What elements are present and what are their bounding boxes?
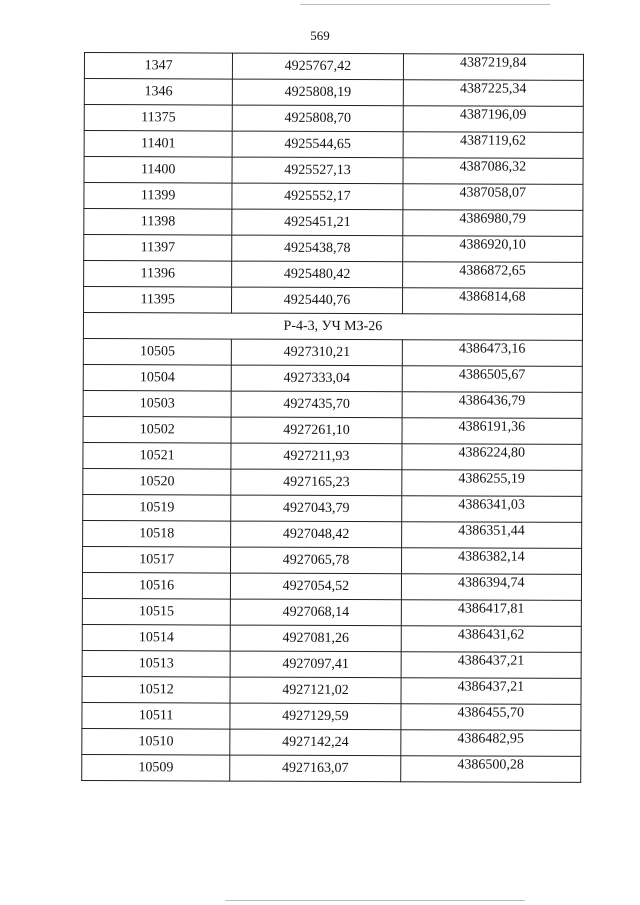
table-row — [84, 105, 583, 133]
y-coordinate-cell — [402, 418, 582, 445]
point-number-cell: 10516 — [82, 572, 230, 599]
y-coordinate-value: 4387058,07 — [459, 184, 527, 201]
y-coordinate-value: 4387119,62 — [459, 132, 527, 149]
y-coordinate-cell — [401, 548, 581, 575]
y-coordinate-cell — [402, 444, 582, 471]
y-coordinate-cell — [403, 158, 583, 185]
point-number-cell: 11400 — [84, 157, 232, 184]
x-coordinate-cell: 4925438,78 — [232, 235, 402, 262]
table-row — [83, 338, 582, 366]
y-coordinate-value: 4386455,70 — [457, 704, 525, 721]
point-number-cell: 10514 — [82, 624, 230, 651]
y-coordinate-cell — [401, 574, 581, 601]
coordinates-table — [81, 52, 584, 783]
y-coordinate-cell — [402, 288, 582, 315]
y-coordinate-cell — [403, 132, 583, 159]
point-number-cell: 10504 — [83, 364, 231, 391]
x-coordinate-cell: 4927065,78 — [231, 547, 401, 574]
y-coordinate-value: 4386437,21 — [457, 678, 525, 695]
point-number-cell: 10505 — [83, 338, 231, 365]
y-coordinate-cell — [402, 262, 582, 289]
table-row — [84, 209, 583, 237]
y-coordinate-value: 4386255,19 — [458, 470, 525, 487]
bottom-scan-line — [225, 900, 525, 901]
point-number-cell: 10503 — [83, 390, 231, 417]
y-coordinate-cell — [401, 600, 581, 627]
y-coordinate-value: 4387086,32 — [459, 158, 527, 175]
x-coordinate-cell: 4927043,79 — [231, 495, 401, 522]
x-coordinate-cell: 4927261,10 — [231, 417, 401, 444]
point-number-cell: 11396 — [84, 261, 232, 288]
table-row — [84, 79, 583, 107]
table-row — [84, 235, 583, 263]
table-row — [82, 754, 581, 782]
table-row — [82, 728, 581, 756]
x-coordinate-cell: 4927048,42 — [231, 521, 401, 548]
y-coordinate-value: 4386500,28 — [457, 756, 524, 773]
y-coordinate-value: 4386394,74 — [458, 574, 525, 591]
table-row — [83, 364, 582, 392]
point-number-cell: 10513 — [82, 650, 230, 677]
y-coordinate-cell — [403, 80, 583, 107]
y-coordinate-value: 4386431,62 — [457, 626, 525, 643]
x-coordinate-cell: 4927054,52 — [231, 573, 401, 600]
table-row — [82, 598, 581, 626]
y-coordinate-value: 4386382,14 — [458, 548, 525, 565]
table-row — [83, 468, 582, 496]
y-coordinate-value: 4387225,34 — [459, 80, 527, 97]
y-coordinate-cell — [402, 210, 582, 237]
table-row — [83, 520, 582, 548]
point-number-cell: 10515 — [82, 598, 230, 625]
table-row — [84, 157, 583, 185]
y-coordinate-value: 4386224,80 — [458, 444, 526, 461]
point-number-cell: 10517 — [83, 546, 231, 573]
y-coordinate-cell — [401, 626, 581, 653]
y-coordinate-value: 4386436,79 — [458, 392, 526, 409]
point-number-cell: 10520 — [83, 468, 231, 495]
y-coordinate-value: 4386980,79 — [459, 210, 526, 227]
y-coordinate-cell — [401, 678, 581, 705]
point-number-cell: 11401 — [84, 131, 232, 158]
table-row — [83, 416, 582, 444]
point-number-cell: 11398 — [84, 209, 232, 236]
x-coordinate-cell: 4925552,17 — [232, 183, 402, 210]
y-coordinate-value: 4386814,68 — [459, 288, 526, 305]
y-coordinate-cell — [400, 730, 580, 757]
y-coordinate-cell — [403, 54, 583, 81]
x-coordinate-cell: 4927211,93 — [231, 443, 401, 470]
y-coordinate-cell — [401, 522, 581, 549]
point-number-cell: 10502 — [83, 416, 231, 443]
point-number-cell: 11397 — [84, 235, 232, 262]
y-coordinate-cell — [402, 392, 582, 419]
y-coordinate-value: 4386872,65 — [459, 262, 526, 279]
y-coordinate-value: 4387219,84 — [460, 54, 527, 71]
page-number: 569 — [310, 28, 330, 43]
point-number-cell: 10518 — [83, 520, 231, 547]
y-coordinate-cell — [402, 340, 582, 367]
y-coordinate-cell — [401, 704, 581, 731]
x-coordinate-cell: 4925767,42 — [233, 53, 403, 80]
y-coordinate-value: 4386351,44 — [458, 522, 525, 539]
point-number-cell: 10512 — [82, 676, 230, 703]
y-coordinate-cell — [400, 756, 580, 783]
x-coordinate-cell: 4925451,21 — [232, 209, 402, 236]
point-number-cell: 11375 — [84, 105, 232, 132]
y-coordinate-cell — [402, 366, 582, 393]
y-coordinate-cell — [403, 106, 583, 133]
table-row — [82, 572, 581, 600]
x-coordinate-cell: 4927310,21 — [232, 339, 402, 366]
table-row — [82, 650, 581, 678]
x-coordinate-cell: 4927121,02 — [230, 677, 400, 704]
y-coordinate-value: 4386191,36 — [458, 418, 526, 435]
x-coordinate-cell: 4927097,41 — [230, 651, 400, 678]
table-row — [83, 494, 582, 522]
x-coordinate-cell: 4925440,76 — [232, 287, 402, 314]
y-coordinate-cell — [401, 496, 581, 523]
x-coordinate-cell: 4927068,14 — [231, 599, 401, 626]
top-scan-line — [300, 4, 550, 5]
point-number-cell: 10519 — [83, 494, 231, 521]
y-coordinate-cell — [401, 470, 581, 497]
table-row — [84, 53, 583, 81]
point-number-cell: 10521 — [83, 442, 231, 469]
x-coordinate-cell: 4927165,23 — [231, 469, 401, 496]
point-number-cell: 1347 — [84, 53, 232, 80]
point-number-cell: 10511 — [82, 702, 230, 729]
table-row — [84, 131, 583, 159]
y-coordinate-cell — [401, 652, 581, 679]
y-coordinate-value: 4386482,95 — [457, 730, 524, 747]
y-coordinate-value: 4386417,81 — [457, 600, 525, 617]
table-row — [83, 390, 582, 418]
y-coordinate-value: 4386437,21 — [457, 652, 525, 669]
y-coordinate-cell — [402, 236, 582, 263]
table-row — [82, 624, 581, 652]
x-coordinate-cell: 4925808,19 — [233, 79, 403, 106]
y-coordinate-value: 4386341,03 — [458, 496, 525, 513]
point-number-cell: 10509 — [82, 754, 230, 781]
y-coordinate-value: 4387196,09 — [459, 106, 527, 123]
table-row — [82, 702, 581, 730]
point-number-cell: 1346 — [84, 79, 232, 106]
table-row — [84, 183, 583, 211]
x-coordinate-cell: 4927081,26 — [231, 625, 401, 652]
x-coordinate-cell: 4925544,65 — [232, 131, 402, 158]
y-coordinate-value: 4386920,10 — [459, 236, 526, 253]
y-coordinate-value: 4386473,16 — [458, 340, 526, 357]
point-number-cell: 11399 — [84, 183, 232, 210]
x-coordinate-cell: 4925480,42 — [232, 261, 402, 288]
table-row — [83, 546, 582, 574]
x-coordinate-cell: 4927142,24 — [230, 729, 400, 756]
section-header-row — [83, 313, 582, 341]
y-coordinate-cell — [403, 184, 583, 211]
x-coordinate-cell: 4925808,70 — [233, 105, 403, 132]
x-coordinate-cell: 4927333,04 — [232, 365, 402, 392]
table-row — [82, 676, 581, 704]
coordinates-table-body — [82, 53, 584, 783]
x-coordinate-cell: 4925527,13 — [232, 157, 402, 184]
table-row — [84, 261, 583, 289]
point-number-cell: 10510 — [82, 728, 230, 755]
section-title: Р-4-3, УЧ МЗ-26 — [83, 313, 582, 341]
table-row — [83, 287, 582, 315]
y-coordinate-value: 4386505,67 — [458, 366, 526, 383]
x-coordinate-cell: 4927163,07 — [230, 755, 400, 782]
x-coordinate-cell: 4927129,59 — [230, 703, 400, 730]
table-row — [83, 442, 582, 470]
point-number-cell: 11395 — [83, 287, 231, 314]
x-coordinate-cell: 4927435,70 — [231, 391, 401, 418]
